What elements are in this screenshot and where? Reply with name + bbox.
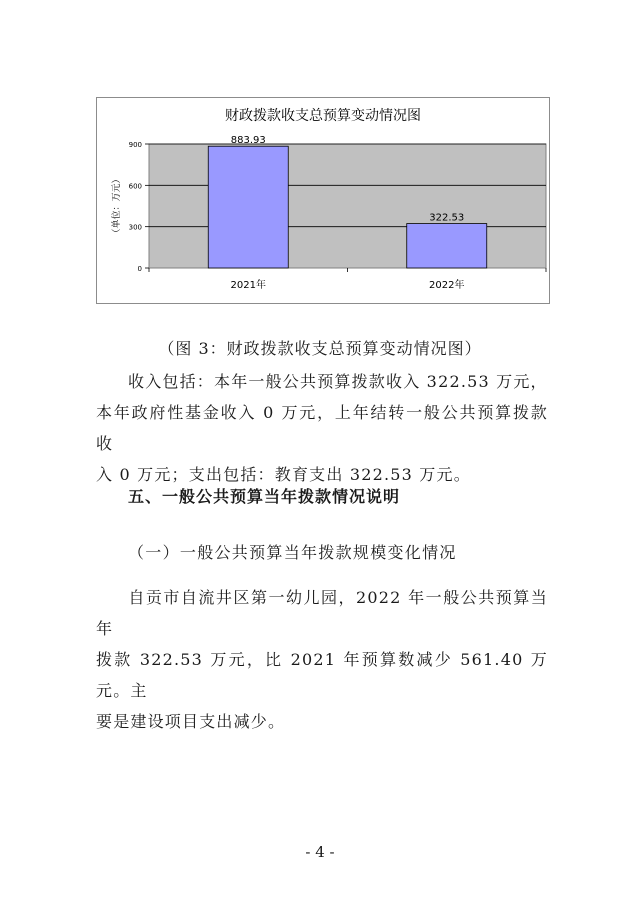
y-tick-label: 600 bbox=[128, 182, 142, 191]
page-number: - 4 - bbox=[305, 843, 335, 861]
income-paragraph bbox=[96, 366, 548, 490]
paragraph-line: 要是建设项目支出减少。 bbox=[96, 712, 286, 731]
y-axis-label: （单位：万元） bbox=[112, 174, 122, 238]
sub-heading: （一）一般公共预算当年拨款规模变化情况 bbox=[128, 543, 457, 562]
y-tick-label: 0 bbox=[137, 265, 142, 273]
section-heading: 五、一般公共预算当年拨款情况说明 bbox=[128, 487, 401, 506]
y-tick-label: 900 bbox=[128, 141, 142, 149]
x-tick-label: 2022年 bbox=[429, 280, 465, 291]
paragraph-line: 本年政府性基金收入 0 万元，上年结转一般公共预算拨款收 bbox=[96, 403, 548, 453]
paragraph-line-text: 收入包括：本年一般公共预算拨款收入 322.53 万元， bbox=[128, 372, 548, 391]
x-tick-label: 2021年 bbox=[230, 280, 266, 291]
bar bbox=[407, 224, 487, 268]
y-tick-label: 300 bbox=[128, 223, 142, 232]
budget-change-chart bbox=[96, 97, 550, 304]
figure-caption: （图 3：财政拨款收支总预算变动情况图） bbox=[158, 339, 482, 358]
bar bbox=[208, 146, 288, 268]
paragraph-line-text: 自贡市自流井区第一幼儿园，2022 年一般公共预算当年 bbox=[96, 588, 548, 638]
paragraph-line bbox=[96, 366, 548, 397]
bar-value-label: 883.93 bbox=[230, 135, 266, 147]
bar-value-label: 322.53 bbox=[429, 212, 465, 224]
paragraph-line: 入 0 万元；支出包括：教育支出 322.53 万元。 bbox=[96, 465, 471, 484]
chart-title: 财政拨款收支总预算变动情况图 bbox=[225, 108, 421, 124]
paragraph-line: 拨款 322.53 万元，比 2021 年预算数减少 561.40 万元。主 bbox=[96, 650, 548, 700]
allocation-paragraph bbox=[96, 582, 548, 737]
paragraph-line bbox=[96, 582, 548, 644]
chart-svg bbox=[97, 98, 549, 303]
